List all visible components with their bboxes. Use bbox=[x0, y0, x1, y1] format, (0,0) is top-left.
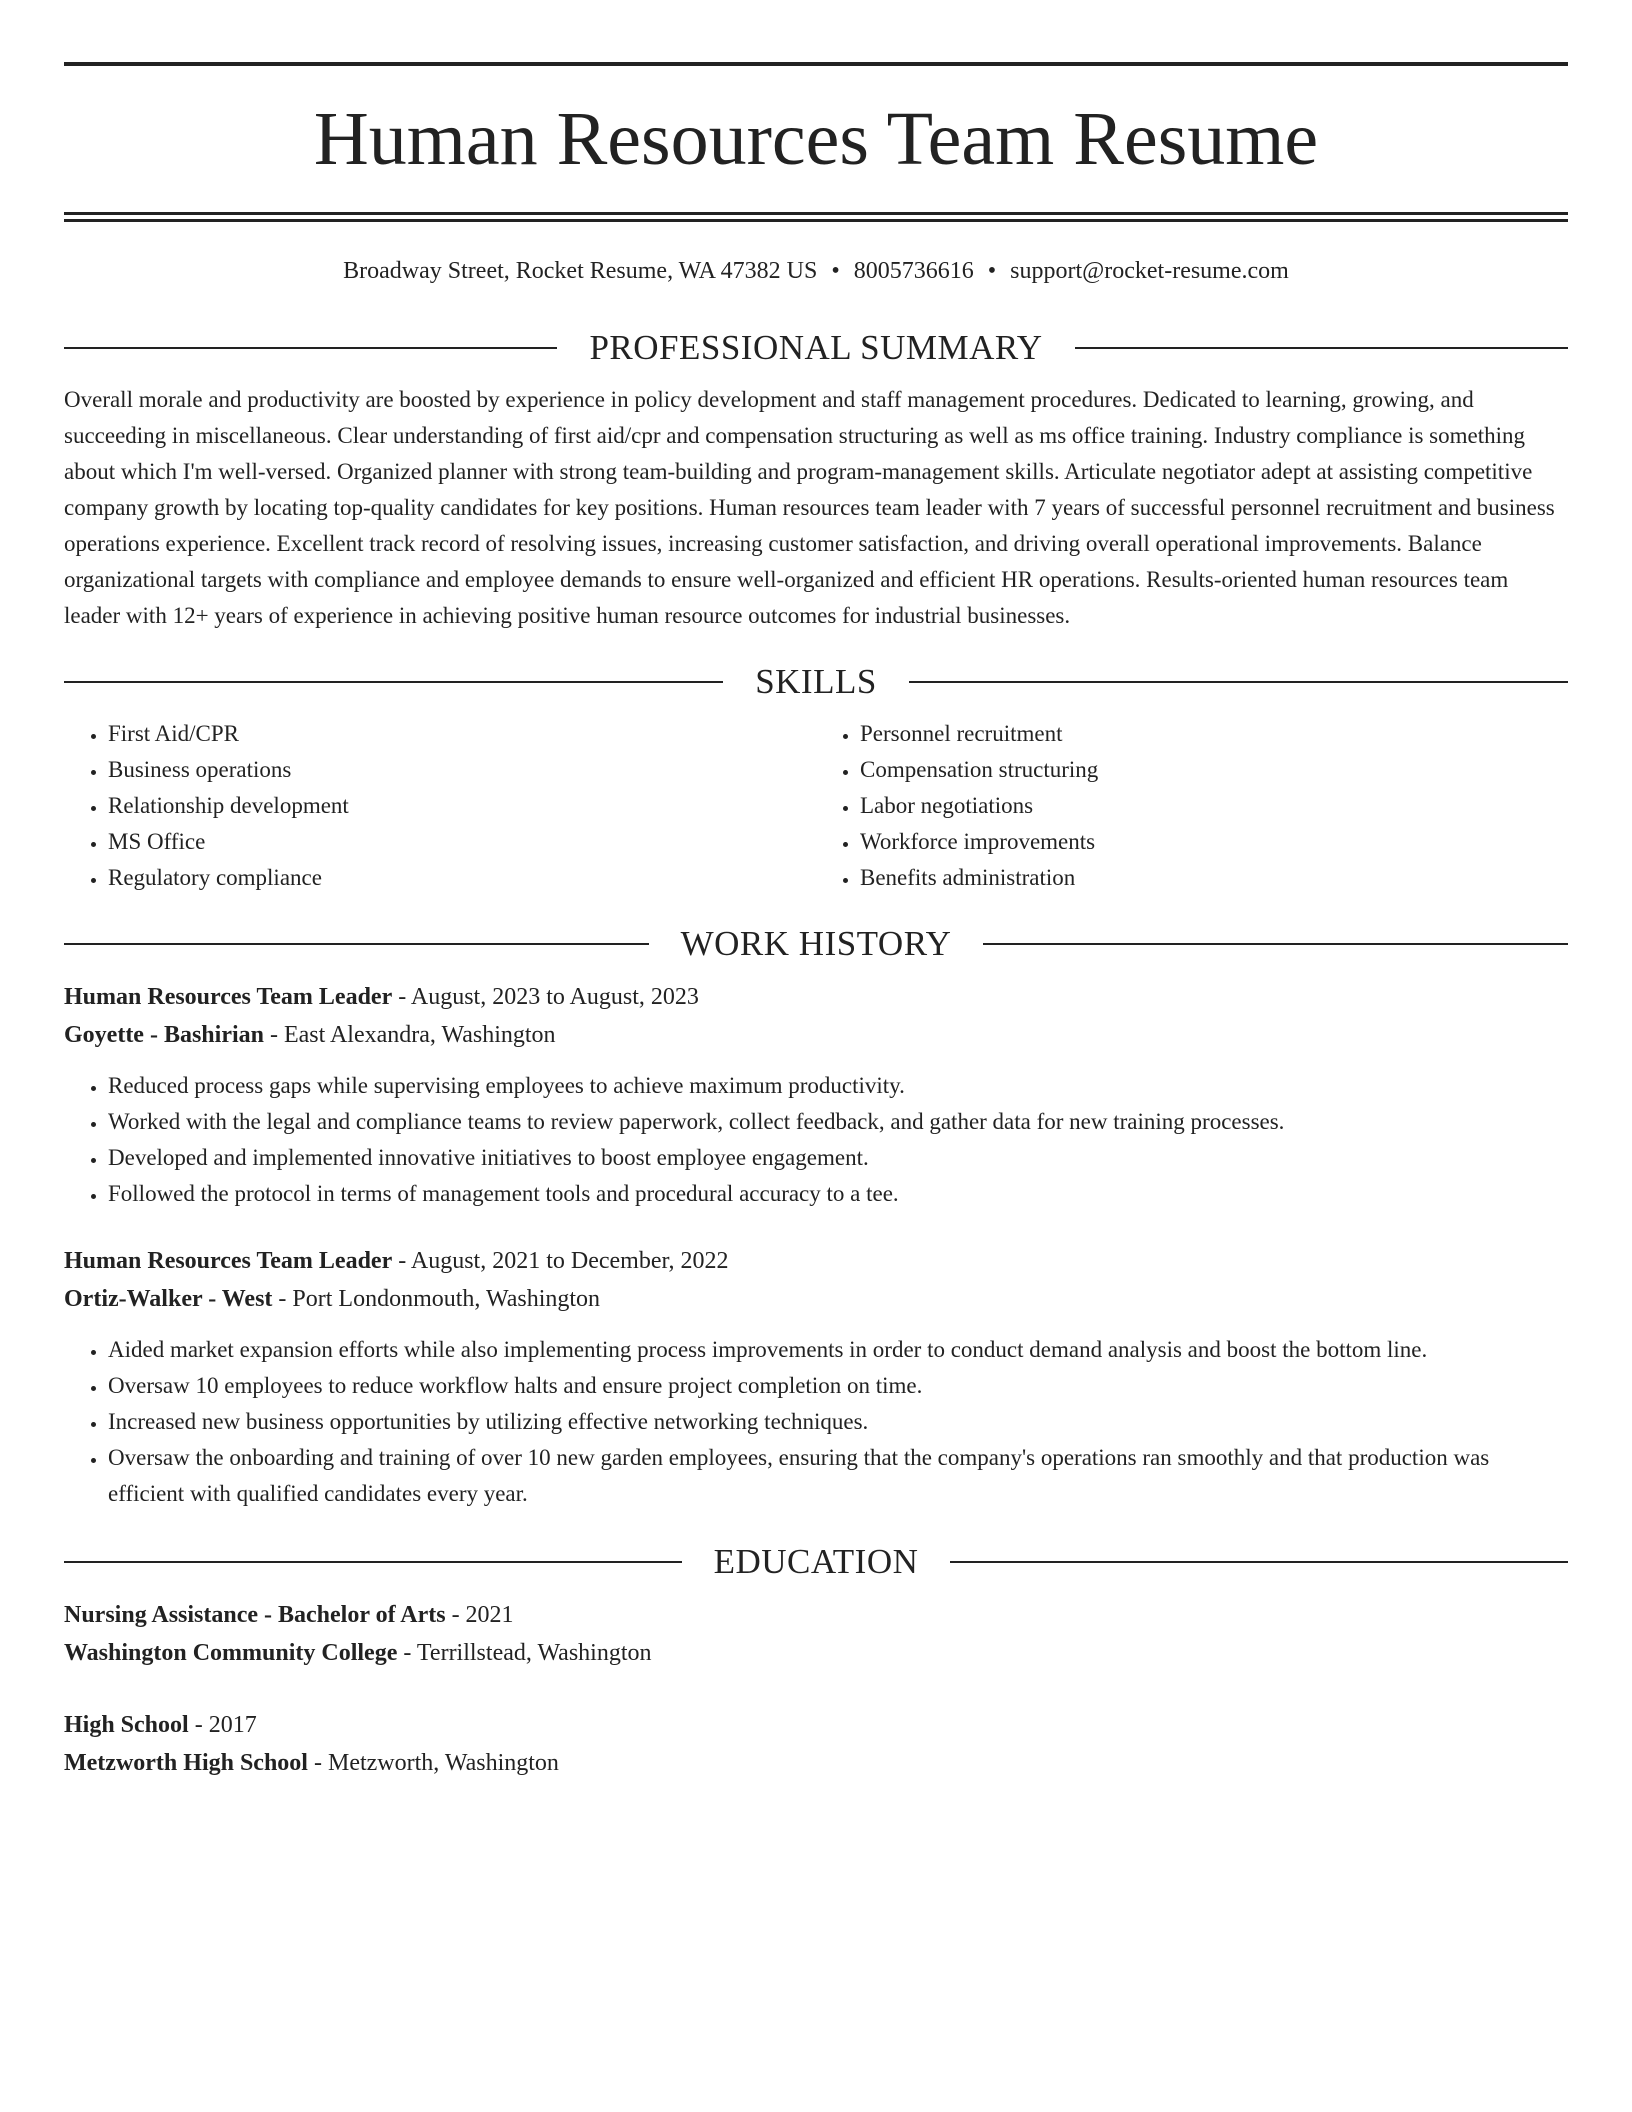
section-heading-skills: SKILLS bbox=[755, 662, 877, 701]
skill-item: • Relationship development bbox=[108, 788, 816, 824]
contact-phone[interactable]: 8005736616 bbox=[853, 258, 974, 284]
education-location: - Terrillstead, Washington bbox=[403, 1640, 652, 1666]
education-year: - 2021 bbox=[451, 1602, 514, 1628]
section-rule-left bbox=[64, 347, 557, 349]
job-bullet: • Increased new business opportunities by utilizing effective networking techniques. bbox=[108, 1404, 1568, 1440]
section-rule-right bbox=[950, 1561, 1568, 1563]
education-school-line bbox=[64, 1744, 1568, 1782]
job-title-line bbox=[64, 978, 1568, 1016]
education-entry bbox=[64, 1596, 1568, 1672]
section-header-summary bbox=[64, 328, 1568, 368]
skill-item: • Benefits administration bbox=[860, 860, 1568, 896]
section-rule-right bbox=[909, 681, 1568, 683]
section-rule-left bbox=[64, 943, 649, 945]
education-location: - Metzworth, Washington bbox=[313, 1750, 559, 1776]
education-degree-line bbox=[64, 1596, 1568, 1634]
job-bullet: • Oversaw the onboarding and training of over 10 new garden employees, ensuring that the company's operations ran smoothly and that production was efficient with qualified candidates every year. bbox=[108, 1440, 1568, 1512]
title-double-rule bbox=[64, 212, 1568, 222]
job-entry bbox=[64, 978, 1568, 1212]
job-bullet: • Reduced process gaps while supervising employees to achieve maximum productivity. bbox=[108, 1068, 1568, 1104]
job-title: Human Resources Team Leader bbox=[64, 984, 393, 1010]
job-entry bbox=[64, 1242, 1568, 1512]
section-rule-left bbox=[64, 681, 723, 683]
education-school-line bbox=[64, 1634, 1568, 1672]
summary-text: Overall morale and productivity are boosted by experience in policy development and staff management procedures. Dedicated to learning, growing, and succeeding in miscellaneous. Clear understanding of first aid/cpr and compensation structuring as well as ms office training. Industry compliance is something about which I'm well-versed. Organized planner with strong team-building and program-management skills. Articulate negotiator adept at assisting competitive company growth by locating top-quality candidates for key positions. Human resources team leader with 7 years of successful personnel recruitment and business operations experience. Excellent track record of resolving issues, increasing customer satisfaction, and driving overall operational improvements. Balance organizational targets with compliance and employee demands to ensure well-organized and efficient HR operations. Results-oriented human resources team leader with 12+ years of experience in achieving positive human resource outcomes for industrial businesses. bbox=[64, 387, 1555, 628]
job-bullet: • Worked with the legal and compliance teams to review paperwork, collect feedback, and gather data for new training processes. bbox=[108, 1104, 1568, 1140]
job-title: Human Resources Team Leader bbox=[64, 1248, 393, 1274]
contact-separator: • bbox=[831, 258, 840, 284]
section-rule-right bbox=[1075, 347, 1568, 349]
skill-item: • Workforce improvements bbox=[860, 824, 1568, 860]
job-company: Goyette - Bashirian bbox=[64, 1022, 264, 1048]
section-heading-education: EDUCATION bbox=[713, 1542, 919, 1581]
education-year: - 2017 bbox=[194, 1712, 257, 1738]
contact-address: Broadway Street, Rocket Resume, WA 47382 US bbox=[343, 258, 818, 284]
job-bullets bbox=[64, 1068, 1568, 1212]
contact-separator: • bbox=[987, 258, 997, 284]
section-header-education bbox=[64, 1542, 1568, 1582]
skill-item: • MS Office bbox=[108, 824, 816, 860]
skills-list bbox=[64, 716, 1568, 896]
contact-line bbox=[64, 256, 1568, 286]
job-location: - Port Londonmouth, Washington bbox=[278, 1286, 601, 1312]
skill-item: • Labor negotiations bbox=[860, 788, 1568, 824]
education-entry bbox=[64, 1706, 1568, 1782]
section-rule-right bbox=[983, 943, 1568, 945]
section-header-skills bbox=[64, 662, 1568, 702]
section-heading-summary: PROFESSIONAL SUMMARY bbox=[589, 328, 1043, 367]
job-company: Ortiz-Walker - West bbox=[64, 1286, 273, 1312]
job-company-line bbox=[64, 1280, 1568, 1318]
job-bullets bbox=[64, 1332, 1568, 1512]
job-bullet: • Aided market expansion efforts while also implementing process improvements in order to conduct demand analysis and boost the bottom line. bbox=[108, 1332, 1568, 1368]
job-bullet: • Followed the protocol in terms of management tools and procedural accuracy to a tee. bbox=[108, 1176, 1568, 1212]
job-location: - East Alexandra, Washington bbox=[269, 1022, 556, 1048]
skill-item: • Business operations bbox=[108, 752, 816, 788]
skill-item: • First Aid/CPR bbox=[108, 716, 816, 752]
contact-email[interactable]: support@rocket-resume.com bbox=[1010, 258, 1289, 284]
education-school: Metzworth High School bbox=[64, 1750, 308, 1776]
education-degree: High School bbox=[64, 1712, 189, 1738]
job-dates: - August, 2023 to August, 2023 bbox=[398, 984, 699, 1010]
job-title-line bbox=[64, 1242, 1568, 1280]
skill-item: • Compensation structuring bbox=[860, 752, 1568, 788]
skills-column-left bbox=[64, 716, 816, 896]
job-dates: - August, 2021 to December, 2022 bbox=[398, 1248, 729, 1274]
section-header-work bbox=[64, 924, 1568, 964]
education-degree-line bbox=[64, 1706, 1568, 1744]
job-company-line bbox=[64, 1016, 1568, 1054]
job-bullet: • Oversaw 10 employees to reduce workflow halts and ensure project completion on time. bbox=[108, 1368, 1568, 1404]
education-degree: Nursing Assistance - Bachelor of Arts bbox=[64, 1602, 446, 1628]
job-bullet: • Developed and implemented innovative initiatives to boost employee engagement. bbox=[108, 1140, 1568, 1176]
skill-item: • Regulatory compliance bbox=[108, 860, 816, 896]
section-rule-left bbox=[64, 1561, 682, 1563]
top-rule bbox=[64, 62, 1568, 66]
section-heading-work: WORK HISTORY bbox=[680, 924, 952, 963]
skill-item: • Personnel recruitment bbox=[860, 716, 1568, 752]
skills-column-right bbox=[816, 716, 1568, 896]
resume-title: Human Resources Team Resume bbox=[313, 97, 1319, 181]
education-school: Washington Community College bbox=[64, 1640, 398, 1666]
